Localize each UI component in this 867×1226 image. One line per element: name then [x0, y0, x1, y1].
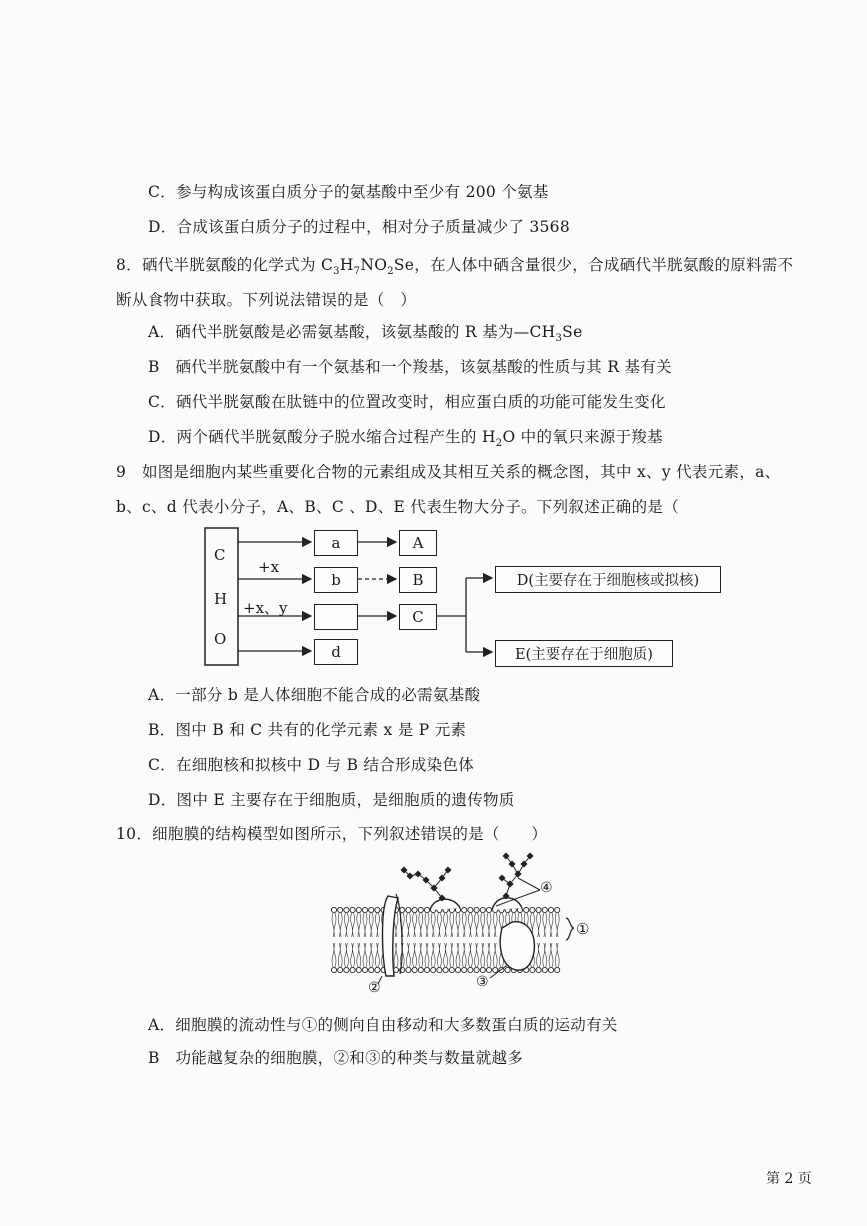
q8-stem-line1: 8．硒代半胱氨酸的化学式为 $C_3H_7NO_2Se$，在人体中硒含量很少，合成硒代半胱氨酸的原料需不 [116, 256, 794, 278]
glycocalyx [400, 852, 533, 901]
macro-C: C [399, 604, 437, 630]
element-O: O [214, 630, 227, 648]
q10-option-b: B 功能越复杂的细胞膜，②和③的种类与数量就越多 [148, 1049, 524, 1067]
label-3: ③ [476, 974, 489, 990]
macro-D: D(主要存在于细胞核或拟核) [495, 566, 721, 593]
macro-A: A [399, 530, 437, 556]
small-molecule-b: b [314, 567, 358, 593]
q10-option-a: A．细胞膜的流动性与①的侧向自由移动和大多数蛋白质的运动有关 [148, 1016, 618, 1034]
brace-1 [566, 918, 574, 940]
q7-option-c: C．参与构成该蛋白质分子的氨基酸中至少有 200 个氨基 [148, 183, 549, 201]
element-C: C [214, 546, 226, 564]
q9-stem-line1: 9 如图是细胞内某些重要化合物的元素组成及其相互关系的概念图，其中 x、y 代表元素，a、 [116, 463, 781, 481]
q10-stem: 10．细胞膜的结构模型如图所示，下列叙述错误的是（ ） [116, 825, 548, 843]
page-number: 第 2 页 [766, 1171, 812, 1187]
q9-stem-line2: b、c、d 代表小分子，A、B、C 、D、E 代表生物大分子。下列叙述正确的是（ [116, 498, 679, 516]
q7-option-d: D．合成该蛋白质分子的过程中，相对分子质量减少了 3568 [148, 218, 571, 236]
embedded-protein-3 [500, 922, 534, 970]
leader-4a [518, 878, 540, 890]
macro-B: B [399, 567, 437, 593]
small-molecule-a: a [314, 530, 358, 556]
element-H: H [214, 590, 228, 608]
plus-xy-label: +x、y [243, 599, 288, 617]
plus-x-label: +x [258, 558, 280, 576]
protein-2-edge [396, 894, 402, 974]
peripheral-protein-right [492, 898, 522, 910]
element-box [205, 528, 238, 665]
label-1: ① [576, 920, 590, 938]
small-molecule-d: d [314, 639, 358, 665]
q9-option-c: C．在细胞核和拟核中 D 与 B 结合形成染色体 [148, 756, 475, 774]
q9-option-b: B．图中 B 和 C 共有的化学元素 x 是 P 元素 [148, 721, 467, 739]
q9-option-a: A．一部分 b 是人体细胞不能合成的必需氨基酸 [148, 686, 481, 704]
q8-option-a: A．硒代半胱氨酸是必需氨基酸，该氨基酸的 R 基为$—CH_3Se$ [148, 323, 583, 345]
q8-option-d: D．两个硒代半胱氨酸分子脱水缩合过程产生的 $H_2O$ 中的氧只来源于羧基 [148, 428, 663, 450]
membrane-drawing [330, 848, 600, 998]
label-2: ② [368, 980, 381, 996]
q8-option-b: B 硒代半胱氨酸中有一个氨基和一个羧基，该氨基酸的性质与其 R 基有关 [148, 358, 672, 376]
q8-option-c: C．硒代半胱氨酸在肽链中的位置改变时，相应蛋白质的功能可能发生变化 [148, 393, 666, 411]
q10-membrane-diagram [330, 848, 600, 998]
q8-stem-line2: 断从食物中获取。下列说法错误的是（ ） [116, 291, 417, 309]
macro-E: E(主要存在于细胞质) [495, 640, 673, 667]
small-molecule-c [314, 604, 358, 630]
transmembrane-protein-2 [383, 896, 399, 976]
label-4: ④ [540, 880, 553, 896]
q9-option-d: D．图中 E 主要存在于细胞质，是细胞质的遗传物质 [148, 791, 515, 809]
